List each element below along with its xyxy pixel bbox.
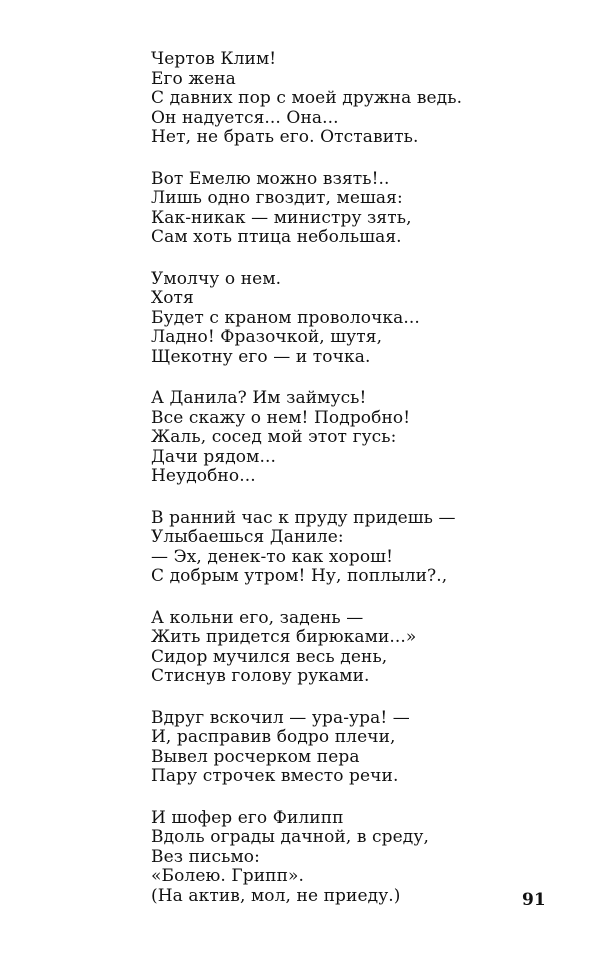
poem-line: Нет, не брать его. Отставить. (151, 127, 419, 147)
poem-line: Сам хоть птица небольшая. (151, 227, 402, 247)
poem-line: Вдруг вскочил — ура-ура! — (151, 707, 410, 728)
poem-line: Умолчу о нем. (151, 268, 282, 289)
poem-line: А кольни его, задень — (151, 607, 364, 628)
poem-line: И, расправив бодро плечи, (151, 727, 396, 747)
poem-line: Вот Емелю можно взять!.. (151, 168, 390, 189)
poem-line: «Болею. Грипп». (151, 866, 305, 886)
poem-line: Улыбаешься Даниле: (151, 527, 344, 547)
poem-line: Будет с краном проволочка... (151, 307, 420, 328)
poem-line: Ладно! Фразочкой, шутя, (151, 327, 383, 347)
poem-line: Вдоль ограды дачной, в среду, (151, 827, 429, 847)
poem-line: Вез письмо: (151, 846, 260, 867)
poem-line: Чертов Клим! (151, 49, 277, 69)
poem-line: С добрым утром! Ну, поплыли?., (151, 566, 448, 586)
poem-line: Неудобно... (151, 466, 256, 486)
poem-line: В ранний час к пруду придешь — (151, 507, 456, 528)
poem-line: Стиснув голову руками. (151, 666, 370, 686)
poem-line: Дачи рядом... (151, 446, 276, 467)
poem-line: Как-никак — министру зять, (151, 207, 412, 228)
poem-line: И шофер его Филипп (151, 807, 344, 828)
poem-line: Лишь одно гвоздит, мешая: (151, 188, 403, 208)
stanza-2 (151, 170, 511, 248)
poem-line: С давних пор с моей дружна ведь. (151, 88, 463, 108)
stanza-7 (151, 709, 511, 787)
stanza-1 (151, 50, 511, 148)
poem-line: Хотя (151, 288, 194, 308)
poem-line: (На актив, мол, не приеду.) (151, 885, 401, 906)
poem-line: Жаль, сосед мой этот гусь: (151, 427, 397, 447)
poem-line: Жить придется бирюками...» (151, 627, 417, 647)
stanza-4 (151, 389, 511, 487)
poem-line: Сидор мучился весь день, (151, 646, 388, 667)
poem-line: Он надуется... Она... (151, 107, 339, 128)
stanza-3 (151, 270, 511, 368)
page-number: 91 (522, 890, 546, 910)
poem-text (151, 50, 511, 906)
poem-line: Все скажу о нем! Подробно! (151, 407, 411, 428)
poem-line: Пару строчек вместо речи. (151, 766, 399, 786)
poem-line: А Данила? Им займусь! (151, 388, 367, 408)
poem-line: Его жена (151, 68, 236, 89)
poem-line: — Эх, денек-то как хорош! (151, 546, 394, 567)
stanza-6 (151, 609, 511, 687)
stanza-5 (151, 509, 511, 587)
stanza-8 (151, 809, 511, 907)
poem-line: Щекотну его — и точка. (151, 346, 371, 367)
poem-line: Вывел росчерком пера (151, 746, 360, 767)
